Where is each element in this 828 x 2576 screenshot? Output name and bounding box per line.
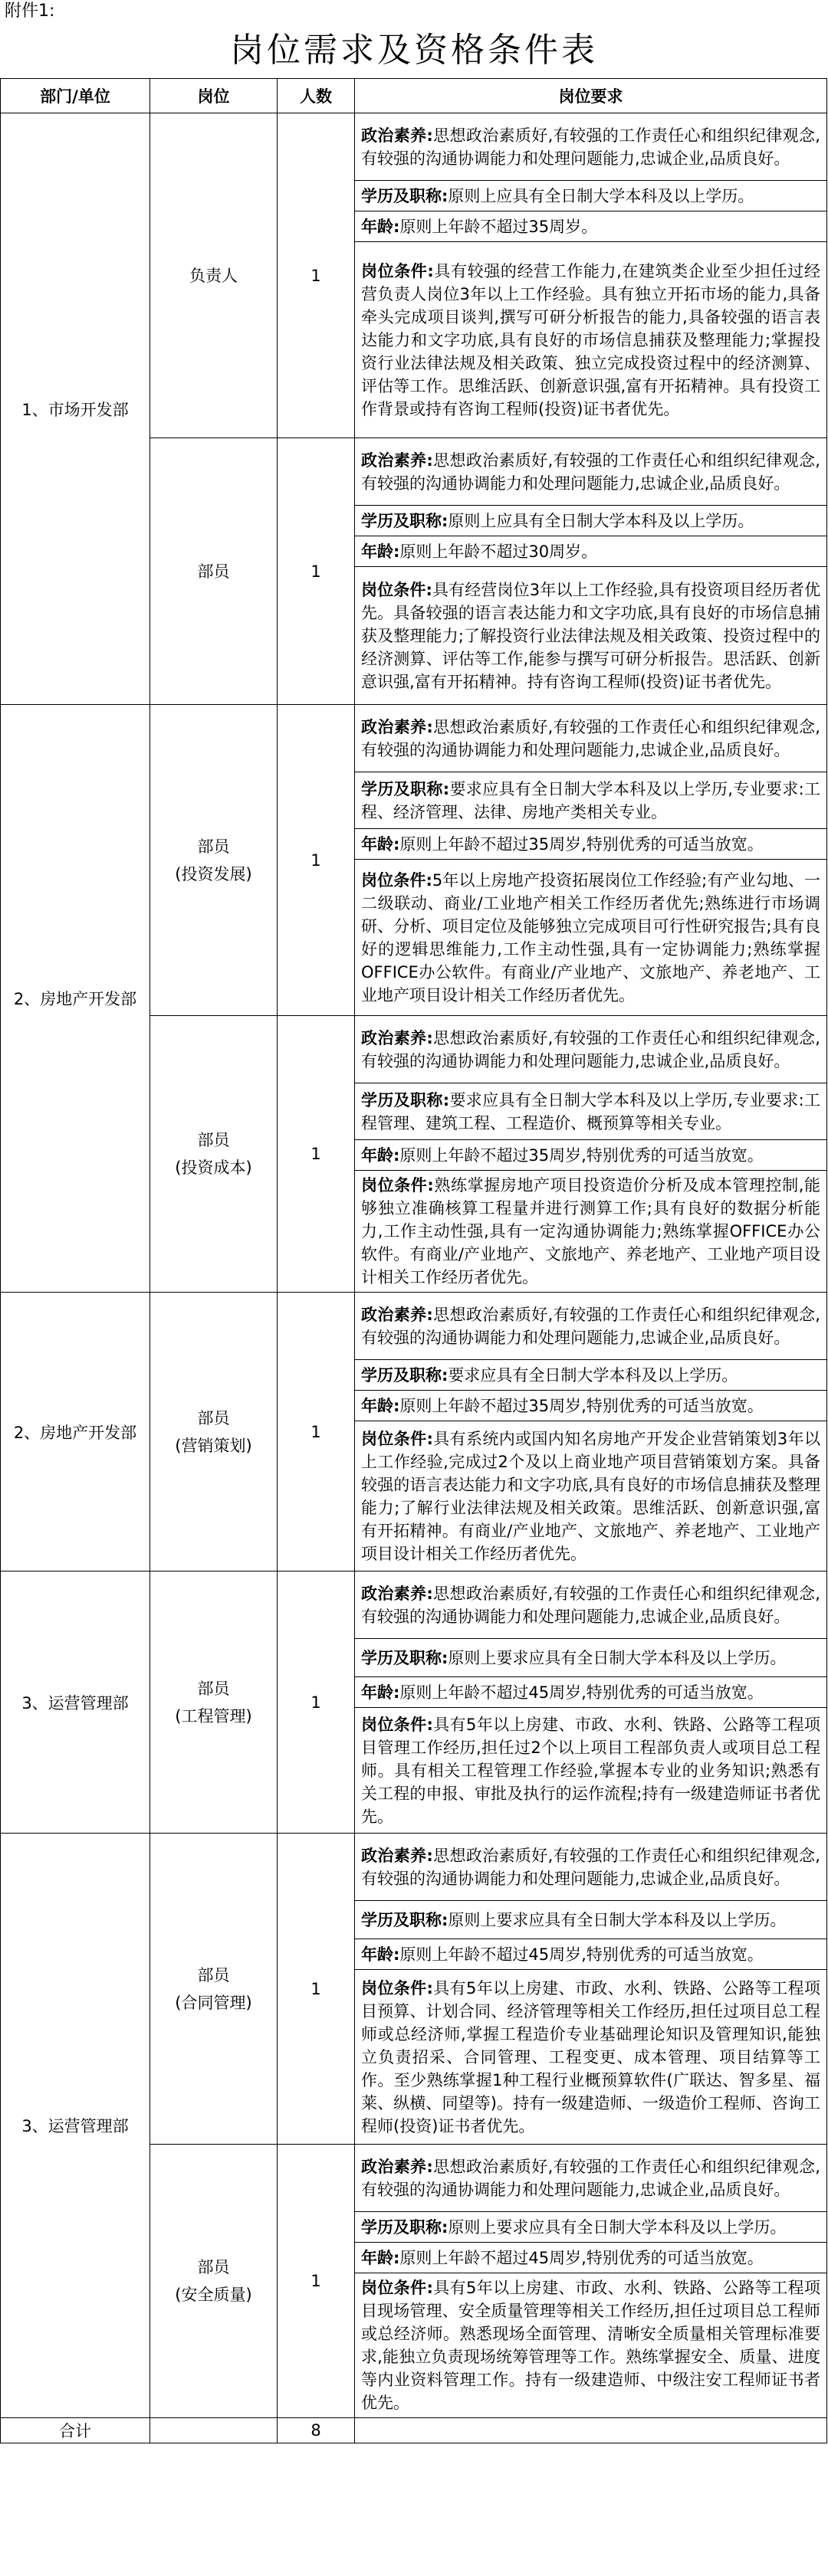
age-label: 年龄: (361, 2248, 400, 2267)
header-row (1, 79, 827, 113)
politics-requirement-cell (355, 1834, 827, 1901)
position-title: 部员 (197, 837, 230, 856)
headcount-cell: 1 (278, 113, 355, 438)
politics-requirement-cell (355, 1293, 827, 1360)
total-label: 合计 (1, 2418, 150, 2443)
conditions-label: 岗位条件: (361, 261, 434, 280)
education-requirement-cell (355, 2212, 827, 2243)
politics-text: 思想政治素质好,有较强的工作责任心和组织纪律观念,有较强的沟通协调能力和处理问题能力,忠诚企业,品质良好。 (361, 1305, 820, 1347)
education-text: 原则上要求应具有全日制大学本科及以上学历。 (448, 1648, 787, 1667)
requirement-row (1, 1571, 827, 1639)
education-text: 原则上应具有全日制大学本科及以上学历。 (448, 186, 754, 205)
politics-label: 政治素养: (361, 451, 433, 470)
position-cell (150, 705, 278, 1016)
position-title: 部员 (197, 2258, 230, 2276)
politics-label: 政治素养: (361, 1846, 433, 1865)
age-requirement-cell (355, 1391, 827, 1421)
conditions-requirement-cell (355, 1171, 827, 1293)
age-requirement-cell (355, 1939, 827, 1970)
department-cell: 2、房地产开发部 (1, 1293, 150, 1571)
conditions-label: 岗位条件: (361, 1978, 433, 1998)
conditions-label: 岗位条件: (361, 1429, 433, 1448)
education-label: 学历及职称: (361, 1090, 450, 1109)
department-cell: 3、运营管理部 (1, 1834, 150, 2418)
conditions-text: 具有5年以上房建、市政、水利、铁路、公路等工程项目预算、计划合同、经济管理等相关工作经历,担任过项目总工程师或总经济师,掌握工程造价专业基础理论知识及管理知识,能独立负责招采、合同管理、工程变更、成本管理、项目结算等工作。至少熟练掌握1种工程行业概预算软件(广联达、智多星、福莱、纵横、同望等)。持有一级建造师、一级造价工程师、咨询工程师(投资)证书者优先。 (361, 1978, 821, 2135)
education-label: 学历及职称: (361, 1648, 449, 1667)
education-text: 原则上应具有全日制大学本科及以上学历。 (448, 511, 754, 530)
conditions-text: 具有较强的经营工作能力,在建筑类企业至少担任过经营负责人岗位3年以上工作经验。具有独立开拓市场的能力,具备牵头完成项目谈判,撰写可研分析报告的能力,具备较强的语言表达能力和文字功底,具有良好的市场信息捕获及整理能力;掌握投资行业法律法规及相关政策、独立完成投资过程中的经济测算、评估等工作。思维活跃、创新意识强,富有开拓精神。具有投资工作背景或持有咨询工程师(投资)证书者优先。 (361, 261, 820, 418)
education-requirement-cell (355, 1901, 827, 1939)
conditions-requirement-cell (355, 242, 827, 438)
conditions-requirement-cell (355, 567, 827, 705)
age-label: 年龄: (361, 1396, 400, 1415)
position-subtitle: (工程管理) (175, 1706, 252, 1726)
department-cell: 2、房地产开发部 (1, 705, 150, 1293)
position-title: 部员 (197, 1965, 230, 1984)
headcount-cell: 1 (278, 1834, 355, 2145)
politics-requirement-cell (355, 2145, 827, 2212)
conditions-text: 具有系统内或国内知名房地产开发企业营销策划3年以上工作经验,完成过2个及以上商业地产项目营销策划方案。具备较强的语言表达能力和文字功底,具有良好的市场信息捕获及整理能力;了解行业法律法规及相关政策。思维活跃、创新意识强,富有开拓精神。有商业/产业地产、文旅地产、养老地产、工业地产项目设计相关工作经历者优先。 (361, 1429, 821, 1563)
department-cell: 3、运营管理部 (1, 1571, 150, 1834)
age-requirement-cell (355, 2243, 827, 2273)
politics-requirement-cell (355, 705, 827, 772)
age-text: 原则上年龄不超过35周岁,特别优秀的可适当放宽。 (399, 1396, 764, 1415)
position-cell (150, 2145, 278, 2418)
department-cell: 1、市场开发部 (1, 113, 150, 705)
position-title: 部员 (197, 1679, 230, 1698)
conditions-label: 岗位条件: (361, 1176, 434, 1195)
position-title: 部员 (197, 562, 230, 581)
age-text: 原则上年龄不超过45周岁,特别优秀的可适当放宽。 (399, 1683, 764, 1702)
education-label: 学历及职称: (361, 1365, 449, 1385)
politics-text: 思想政治素质好,有较强的工作责任心和组织纪律观念,有较强的沟通协调能力和处理问题能力,忠诚企业,品质良好。 (361, 451, 820, 493)
politics-text: 思想政治素质好,有较强的工作责任心和组织纪律观念,有较强的沟通协调能力和处理问题能力,忠诚企业,品质良好。 (361, 1584, 820, 1626)
header-count: 人数 (278, 79, 355, 113)
age-label: 年龄: (361, 1945, 400, 1964)
total-row (1, 2418, 827, 2443)
position-title: 负责人 (189, 266, 238, 285)
position-cell (150, 1571, 278, 1834)
headcount-cell: 1 (278, 705, 355, 1016)
conditions-text: 具有5年以上房建、市政、水利、铁路、公路等工程项目现场管理、安全质量管理等相关工作经历,担任过项目总工程师或总经济师。熟悉现场全面管理、清晰安全质量相关管理标准要求,能独立负责现场统筹管理等工作。熟练掌握安全、质量、进度等内业资料管理工作。持有一级建造师、中级注安工程师证书者优先。 (361, 2279, 821, 2412)
education-label: 学历及职称: (361, 779, 450, 798)
position-cell (150, 1293, 278, 1571)
position-subtitle: (投资发展) (175, 864, 252, 883)
politics-text: 思想政治素质好,有较强的工作责任心和组织纪律观念,有较强的沟通协调能力和处理问题能力,忠诚企业,品质良好。 (361, 1028, 820, 1070)
conditions-requirement-cell (355, 1970, 827, 2145)
age-label: 年龄: (361, 217, 400, 236)
position-title: 部员 (197, 1131, 230, 1149)
headcount-cell: 1 (278, 1571, 355, 1834)
education-requirement-cell (355, 772, 827, 829)
total-count: 8 (278, 2418, 355, 2443)
position-subtitle: (营销策划) (175, 1436, 252, 1455)
headcount-cell: 1 (278, 2145, 355, 2418)
politics-requirement-cell (355, 438, 827, 506)
education-requirement-cell (355, 506, 827, 536)
conditions-requirement-cell (355, 1421, 827, 1571)
age-label: 年龄: (361, 1683, 400, 1702)
education-text: 原则上要求应具有全日制大学本科及以上学历。 (448, 2217, 787, 2237)
politics-text: 思想政治素质好,有较强的工作责任心和组织纪律观念,有较强的沟通协调能力和处理问题能力,忠诚企业,品质良好。 (361, 126, 820, 168)
table-title: 岗位需求及资格条件表 (230, 31, 598, 70)
attachment-label: 附件1: (5, 2, 55, 21)
position-subtitle: (合同管理) (175, 1993, 252, 2012)
conditions-label: 岗位条件: (361, 1715, 433, 1734)
education-text: 原则上要求应具有全日制大学本科及以上学历。 (448, 1910, 787, 1929)
age-text: 原则上年龄不超过35周岁,特别优秀的可适当放宽。 (399, 834, 764, 854)
politics-requirement-cell (355, 1016, 827, 1083)
requirement-row (1, 1293, 827, 1360)
politics-label: 政治素养: (361, 717, 433, 736)
politics-text: 思想政治素质好,有较强的工作责任心和组织纪律观念,有较强的沟通协调能力和处理问题能力,忠诚企业,品质良好。 (361, 1846, 820, 1888)
age-text: 原则上年龄不超过45周岁,特别优秀的可适当放宽。 (399, 2248, 764, 2267)
total-empty-cell (355, 2418, 827, 2443)
education-label: 学历及职称: (361, 186, 449, 205)
conditions-text: 熟练掌握房地产项目投资造价分析及成本管理控制,能够独立准确核算工程量并进行测算工作;具有良好的数据分析能力,工作主动性强,具有一定沟通协调能力;熟练掌握OFFICE办公软件。有商业/产业地产、文旅地产、养老地产、工业地产项目设计相关工作经历者优先。 (361, 1176, 820, 1286)
politics-text: 思想政治素质好,有较强的工作责任心和组织纪律观念,有较强的沟通协调能力和处理问题能力,忠诚企业,品质良好。 (361, 717, 820, 759)
header-requirements: 岗位要求 (355, 79, 827, 113)
politics-label: 政治素养: (361, 1028, 433, 1047)
position-cell (150, 113, 278, 438)
politics-requirement-cell (355, 1571, 827, 1639)
age-text: 原则上年龄不超过45周岁,特别优秀的可适当放宽。 (399, 1945, 764, 1964)
headcount-cell: 1 (278, 1016, 355, 1293)
age-requirement-cell (355, 1677, 827, 1708)
requirement-row (1, 113, 827, 181)
age-text: 原则上年龄不超过35周岁。 (399, 217, 598, 236)
politics-label: 政治素养: (361, 126, 433, 145)
education-requirement-cell (355, 1639, 827, 1677)
age-text: 原则上年龄不超过35周岁,特别优秀的可适当放宽。 (399, 1145, 764, 1165)
education-label: 学历及职称: (361, 511, 449, 530)
education-requirement-cell (355, 181, 827, 211)
politics-label: 政治素养: (361, 1305, 433, 1324)
education-text: 要求应具有全日制大学本科及以上学历,专业要求:工程管理、建筑工程、工程造价、概预算等相关专业。 (361, 1090, 821, 1132)
position-title: 部员 (197, 1408, 230, 1427)
age-label: 年龄: (361, 1145, 400, 1165)
education-label: 学历及职称: (361, 1910, 449, 1929)
education-label: 学历及职称: (361, 2217, 449, 2237)
conditions-requirement-cell (355, 2273, 827, 2418)
age-requirement-cell (355, 211, 827, 242)
position-subtitle: (投资成本) (175, 1159, 252, 1177)
headcount-cell: 1 (278, 438, 355, 705)
age-label: 年龄: (361, 834, 400, 854)
position-subtitle: (安全质量) (175, 2286, 252, 2304)
politics-requirement-cell (355, 113, 827, 181)
politics-text: 思想政治素质好,有较强的工作责任心和组织纪律观念,有较强的沟通协调能力和处理问题能力,忠诚企业,品质良好。 (361, 2157, 820, 2199)
age-requirement-cell (355, 1140, 827, 1171)
header-department: 部门/单位 (1, 79, 150, 113)
age-text: 原则上年龄不超过30周岁。 (399, 542, 598, 561)
age-requirement-cell (355, 536, 827, 567)
header-position: 岗位 (150, 79, 278, 113)
position-cell (150, 438, 278, 705)
headcount-cell: 1 (278, 1293, 355, 1571)
conditions-text: 具有5年以上房建、市政、水利、铁路、公路等工程项目管理工作经历,担任过2个以上项目工程部负责人或项目总工程师。具有相关工程管理工作经验,掌握本专业的业务知识;熟悉有关工程的申报、审批及执行的运作流程;持有一级建造师证书者优先。 (361, 1715, 821, 1826)
politics-label: 政治素养: (361, 1584, 433, 1603)
conditions-label: 岗位条件: (361, 870, 432, 890)
politics-label: 政治素养: (361, 2157, 433, 2176)
requirement-row (1, 1834, 827, 1901)
position-cell (150, 1834, 278, 2145)
conditions-requirement-cell (355, 1708, 827, 1834)
conditions-text: 具有经营岗位3年以上工作经验,具有投资项目经历者优先。具备较强的语言表达能力和文字功底,具有良好的市场信息捕获及整理能力;了解投资行业法律法规及相关政策、投资过程中的经济测算、评估等工作,能参与撰写可研分析报告。思活跃、创新意识强,富有开拓精神。持有咨询工程师(投资)证书者优先。 (361, 580, 820, 691)
age-requirement-cell (355, 829, 827, 860)
conditions-label: 岗位条件: (361, 2279, 433, 2297)
education-text: 要求应具有全日制大学本科及以上学历。 (448, 1365, 738, 1385)
age-label: 年龄: (361, 542, 400, 561)
requirement-row (1, 705, 827, 772)
requirements-table (0, 78, 827, 2443)
education-text: 要求应具有全日制大学本科及以上学历,专业要求:工程、经济管理、法律、房地产类相关专业。 (361, 779, 821, 821)
conditions-requirement-cell (355, 860, 827, 1016)
education-requirement-cell (355, 1360, 827, 1391)
position-cell (150, 1016, 278, 1293)
education-requirement-cell (355, 1083, 827, 1140)
conditions-label: 岗位条件: (361, 580, 432, 599)
total-empty-cell (150, 2418, 278, 2443)
conditions-text: 5年以上房地产投资拓展岗位工作经验;有产业勾地、一二级联动、商业/工业地产相关工作经历者优先;熟练进行市场调研、分析、项目定位及能够独立完成项目可行性研究报告;具有良好的逻辑思维能力,工作主动性强,具有一定协调能力;熟练掌握OFFICE办公软件。有商业/产业地产、文旅地产、养老地产、工业地产项目设计相关工作经历者优先。 (361, 870, 820, 1005)
